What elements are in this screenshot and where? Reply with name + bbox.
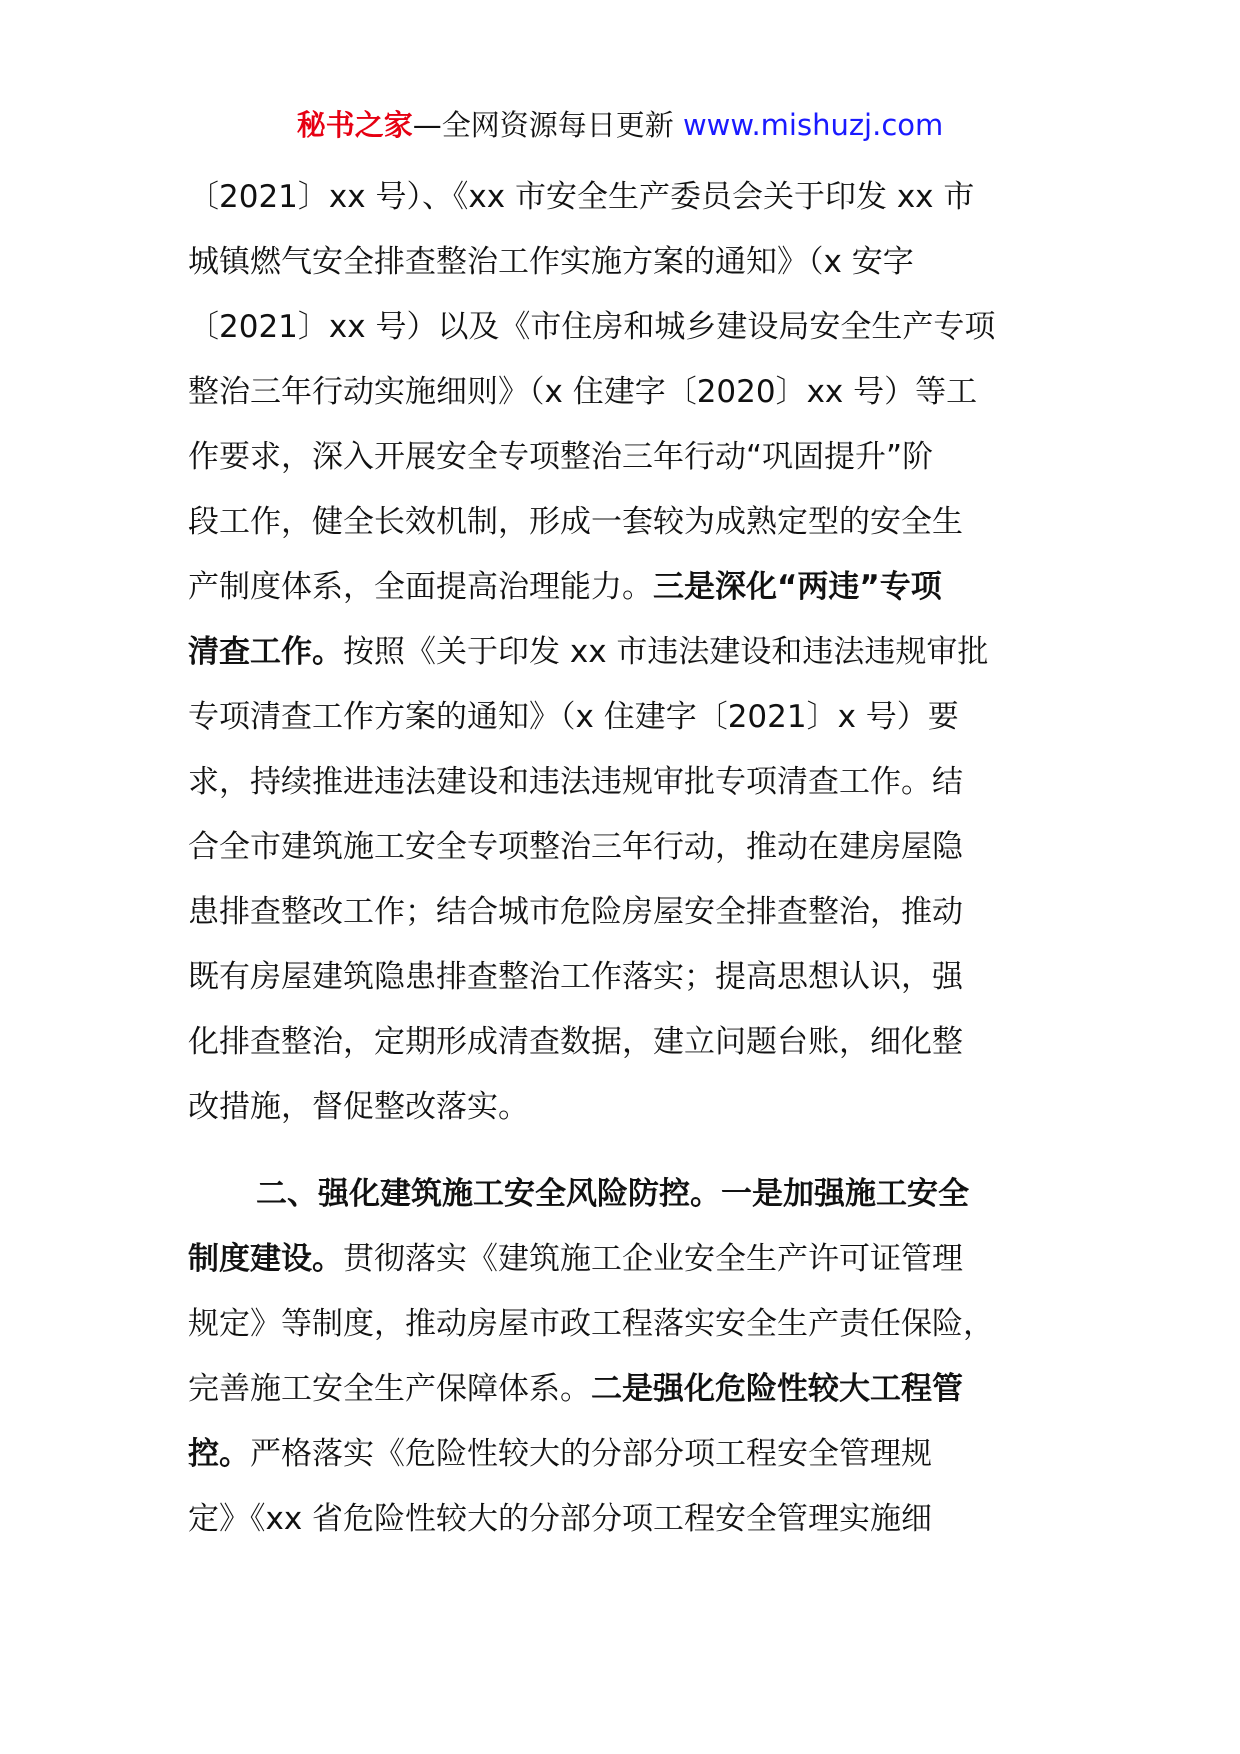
- bold-heading: 清查工作。: [188, 634, 343, 670]
- text-line: 合全市建筑施工安全专项整治三年行动，推动在建房屋隐: [188, 829, 963, 865]
- text-line: 段工作，健全长效机制，形成一套较为成熟定型的安全生: [188, 504, 963, 540]
- watermark-header: [0, 104, 1240, 146]
- text-line: 患排查整改工作；结合城市危险房屋安全排查整治，推动: [188, 894, 963, 930]
- text-line: 既有房屋建筑隐患排查整治工作落实；提高思想认识，强: [188, 959, 963, 995]
- text-line: 作要求，深入开展安全专项整治三年行动“巩固提升”阶: [188, 439, 934, 475]
- text-line: [188, 1422, 1068, 1487]
- text-span: 按照《关于印发 xx 市违法建设和违法违规审批: [343, 634, 989, 670]
- header-tagline: —全网资源每日更新: [412, 108, 683, 142]
- text-line: [188, 1227, 1068, 1292]
- text-line: 整治三年行动实施细则》（x 住建字〔2020〕xx 号）等工: [188, 374, 978, 410]
- text-span: 贯彻落实《建筑施工企业安全生产许可证管理: [343, 1241, 963, 1277]
- document-body: [188, 165, 1068, 1552]
- text-line: 城镇燃气安全排查整治工作实施方案的通知》（x 安字: [188, 244, 914, 280]
- text-line: 化排查整治，定期形成清查数据，建立问题台账，细化整: [188, 1024, 963, 1060]
- section-heading-line: [188, 1162, 1068, 1227]
- paragraph-1: [188, 165, 1068, 1140]
- header-url-link[interactable]: www.mishuzj.com: [682, 108, 944, 142]
- text-span: 完善施工安全生产保障体系。: [188, 1371, 591, 1407]
- text-line: 规定》等制度，推动房屋市政工程落实安全生产责任保险，: [188, 1306, 994, 1342]
- text-line: [188, 1357, 1068, 1422]
- bold-heading: 三是深化“两违”专项: [653, 569, 942, 605]
- paragraph-spacer: [188, 1140, 1068, 1162]
- paragraph-2: [188, 1162, 1068, 1552]
- bold-heading: 二是强化危险性较大工程管: [591, 1371, 963, 1407]
- bold-heading: 控。: [188, 1436, 250, 1472]
- text-line: [188, 620, 1068, 685]
- text-span: 严格落实《危险性较大的分部分项工程安全管理规: [250, 1436, 932, 1472]
- brand-name: 秘书之家: [296, 108, 413, 142]
- bold-heading: 制度建设。: [188, 1241, 343, 1277]
- text-line: 〔2021〕xx 号）、《xx 市安全生产委员会关于印发 xx 市: [188, 179, 975, 215]
- section-heading: 二、强化建筑施工安全风险防控。一是加强施工安全: [256, 1176, 969, 1212]
- text-line: 专项清查工作方案的通知》（x 住建字〔2021〕x 号）要: [188, 699, 959, 735]
- text-span: 产制度体系，全面提高治理能力。: [188, 569, 653, 605]
- text-line: 改措施，督促整改落实。: [188, 1089, 529, 1125]
- text-line: 定》《xx 省危险性较大的分部分项工程安全管理实施细: [188, 1501, 933, 1537]
- text-line: 〔2021〕xx 号）以及《市住房和城乡建设局安全生产专项: [188, 309, 996, 345]
- text-line: [188, 555, 1068, 620]
- text-line: 求，持续推进违法建设和违法违规审批专项清查工作。结: [188, 764, 963, 800]
